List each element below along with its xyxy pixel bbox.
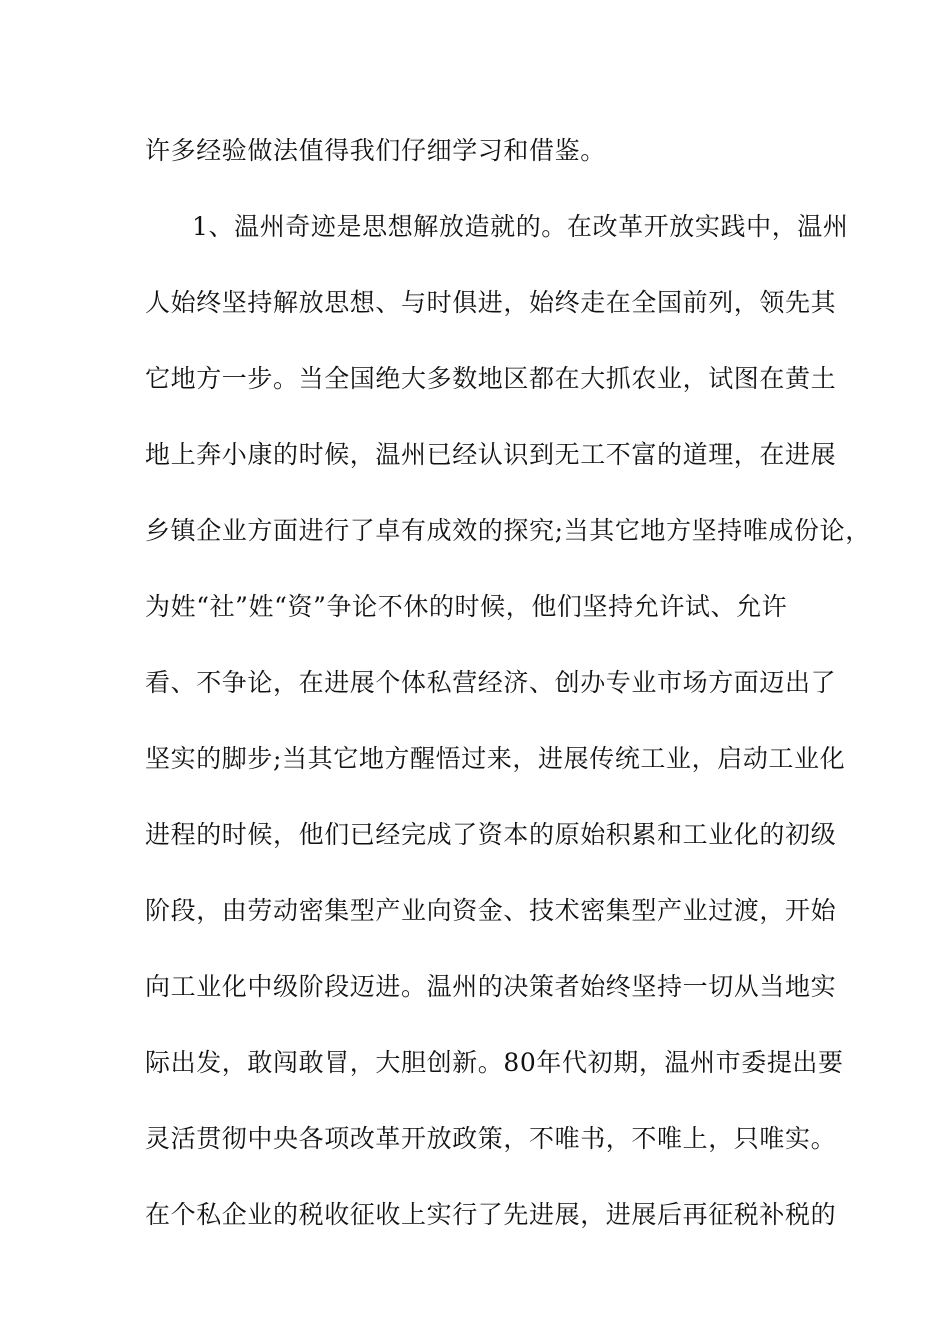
text-line-4: 它地方一步。当全国绝大多数地区都在大抓农业，试图在黄土 [145,364,837,393]
text-line-15: 在个私企业的税收征收上实行了先进展，进展后再征税补税的 [145,1200,837,1229]
text-line-10: 进程的时候，他们已经完成了资本的原始积累和工业化的初级 [145,820,837,849]
text-line-9: 坚实的脚步;当其它地方醒悟过来，进展传统工业，启动工业化 [145,744,846,773]
text-line-3: 人始终坚持解放思想、与时俱进，始终走在全国前列，领先其 [145,288,837,317]
text-line-1: 许多经验做法值得我们仔细学习和借鉴。 [145,136,606,165]
text-line-12: 向工业化中级阶段迈进。温州的决策者始终坚持一切从当地实 [145,972,837,1001]
text-line-5: 地上奔小康的时候，温州已经认识到无工不富的道理，在进展 [145,440,837,469]
text-line-14: 灵活贯彻中央各项改革开放政策，不唯书，不唯上，只唯实。 [145,1124,837,1153]
paragraph-first-line: 1、温州奇迹是思想解放造就的。在改革开放实践中，温州 [192,212,849,241]
text-line-6: 乡镇企业方面进行了卓有成效的探究;当其它地方坚持唯成份论， [145,516,871,545]
text-line-7: 为姓“社”姓“资”争论不休的时候，他们坚持允许试、允许 [145,592,788,621]
text-line-13: 际出发，敢闯敢冒，大胆创新。80年代初期，温州市委提出要 [145,1048,844,1077]
text-line-11: 阶段，由劳动密集型产业向资金、技术密集型产业过渡，开始 [145,896,837,925]
text-line-8: 看、不争论，在进展个体私营经济、创办专业市场方面迈出了 [145,668,837,697]
